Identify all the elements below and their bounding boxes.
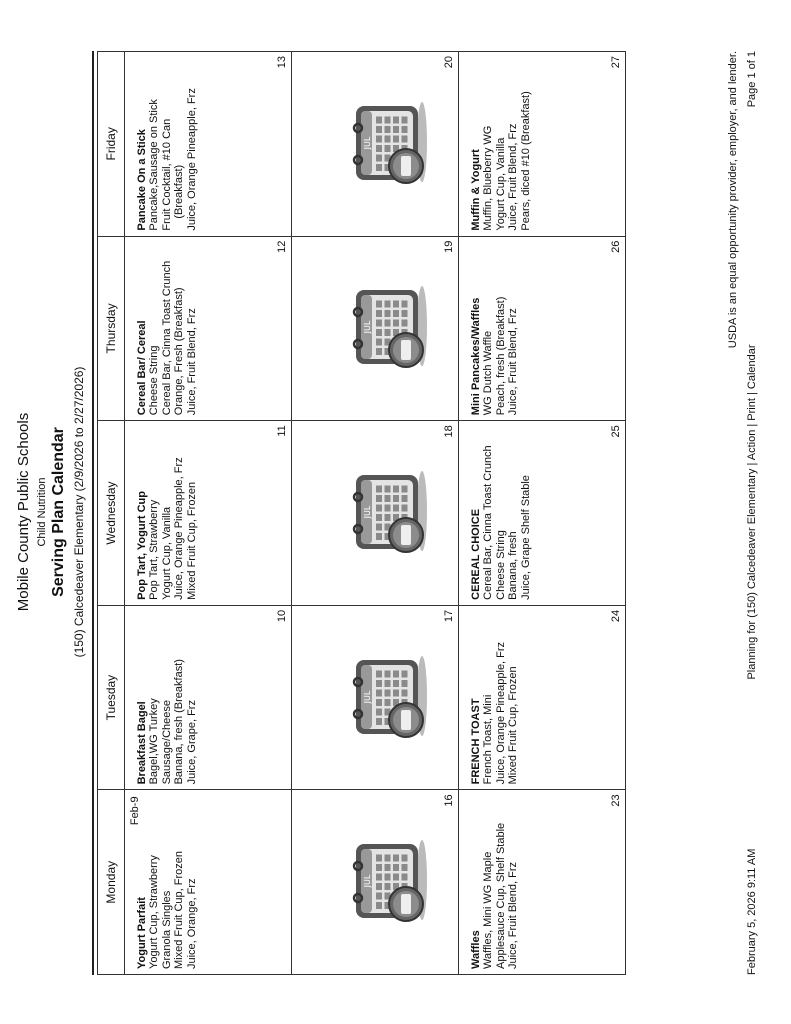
weekday-wednesday: Wednesday — [98, 421, 125, 606]
svg-text:JUL: JUL — [363, 690, 372, 703]
menu-item: Mixed Fruit Cup, Frozen — [173, 851, 186, 969]
menu-item: Banana, fresh — [507, 531, 520, 600]
svg-text:JUL: JUL — [363, 321, 372, 334]
day-cell — [292, 790, 459, 975]
menu-item: Pears, diced #10 (Breakfast) — [519, 91, 532, 231]
day-cell — [125, 790, 292, 975]
menu-item: Fruit Cocktail, #10 Can — [160, 118, 173, 231]
no-service-calendar-icon — [340, 278, 430, 378]
menu-item: Cheese String — [148, 345, 161, 416]
menu-item: Pop Tart, Strawberry — [148, 499, 161, 600]
day-number: 10 — [276, 609, 288, 623]
no-service-calendar-icon — [340, 94, 430, 194]
day-number: 20 — [443, 56, 455, 69]
menu-title: Pancake On a Stick — [136, 129, 148, 231]
menu-item: Waffles, Mini WG Maple — [482, 851, 495, 969]
day-number: 26 — [610, 240, 622, 253]
day-cell — [459, 421, 626, 606]
menu-item: Juice, Orange Pineapple, Frz — [185, 88, 198, 231]
menu-item: Juice, Fruit Blend, Frz — [185, 308, 198, 416]
menu-item: Yogurt Cup, Vanilla — [160, 506, 173, 600]
menu-block — [136, 426, 198, 600]
menu-title: Waffles — [470, 930, 482, 969]
day-cell — [292, 52, 459, 237]
no-service-calendar-icon — [340, 832, 430, 932]
menu-item: Juice, Orange, Frz — [185, 878, 198, 969]
department-name: Child Nutrition — [36, 477, 48, 547]
menu-item: Cereal Bar, Cinna Toast Crunch — [160, 260, 173, 416]
menu-item: Pancake,Sausage on Stick — [148, 99, 161, 231]
menu-item: Mixed Fruit Cup, Frozen — [185, 481, 198, 600]
day-number: 18 — [443, 425, 455, 438]
menu-title: Mini Pancakes/Waffles — [470, 297, 482, 416]
menu-item: Orange, Fresh (Breakfast) — [173, 287, 186, 416]
menu-title: CEREAL CHOICE — [470, 508, 482, 600]
no-service-calendar-icon — [340, 648, 430, 748]
day-number: 25 — [610, 425, 622, 438]
day-cell — [125, 605, 292, 790]
menu-item: Cheese String — [494, 530, 507, 600]
header-rule — [92, 51, 94, 975]
page-number: Page 1 of 1 — [746, 51, 758, 108]
planning-breadcrumb: Planning for (150) Calcedeaver Elementary | Action | Print | Calendar — [746, 344, 758, 680]
menu-block — [470, 795, 520, 969]
menu-item: Juice, Grape, Frz — [185, 700, 198, 785]
svg-text:JUL: JUL — [363, 136, 372, 150]
menu-item: Granola Singles — [160, 890, 173, 969]
menu-title: Pop Tart, Yogurt Cup — [136, 491, 148, 600]
menu-item: Juice, Fruit Blend, Frz — [507, 862, 520, 969]
menu-block — [136, 611, 198, 785]
day-number: 23 — [610, 794, 622, 807]
weekday-header-row — [98, 52, 125, 975]
menu-title: Yogurt Parfait — [136, 897, 148, 969]
day-number: 17 — [443, 609, 455, 623]
week-row — [292, 52, 459, 975]
day-cell — [292, 605, 459, 790]
serving-calendar-grid — [97, 51, 626, 975]
weekday-friday: Friday — [98, 52, 125, 237]
menu-block — [470, 426, 532, 600]
menu-block — [470, 242, 520, 416]
menu-item: Muffin, Blueberry WG — [482, 125, 495, 231]
menu-item: Applesauce Cup, Shelf Stable — [494, 822, 507, 969]
menu-title: Breakfast Bagel — [136, 701, 148, 785]
usda-statement: USDA is an equal opportunity provider, employer, and lender. — [727, 51, 739, 349]
day-cell — [125, 52, 292, 237]
day-number: 13 — [276, 56, 288, 69]
day-cell — [292, 421, 459, 606]
day-number: 12 — [276, 240, 288, 253]
menu-item: French Toast, Mini — [482, 694, 495, 785]
svg-text:JUL: JUL — [363, 874, 372, 888]
school-date-range: (150) Calcedeaver Elementary (2/9/2026 to 2/27/2026) — [72, 366, 86, 658]
menu-item: Bagel,WG Turkey — [148, 698, 161, 785]
menu-item: Juice, Grape Shelf Stable — [519, 475, 532, 600]
menu-item: Banana, fresh (Breakfast) — [173, 659, 186, 785]
menu-item: Yogurt Cup, Strawberry — [148, 855, 161, 969]
day-number: 19 — [443, 240, 455, 253]
day-cell — [125, 421, 292, 606]
menu-title: Muffin & Yogurt — [470, 149, 482, 231]
weekday-monday: Monday — [98, 790, 125, 975]
menu-item: Juice, Orange Pineapple, Frz — [494, 641, 507, 785]
week-row — [125, 52, 292, 975]
day-number: 27 — [610, 56, 622, 69]
day-cell — [292, 236, 459, 421]
menu-item: Yogurt Cup, Vanilla — [494, 137, 507, 231]
menu-item: (Breakfast) — [173, 164, 186, 219]
menu-item: Peach, fresh (Breakfast) — [494, 296, 507, 416]
menu-title: FRENCH TOAST — [470, 698, 482, 785]
menu-title: Cereal Bar/ Cereal — [136, 320, 148, 416]
menu-block — [136, 795, 198, 969]
day-cell — [459, 52, 626, 237]
menu-item: Mixed Fruit Cup, Frozen — [507, 666, 520, 785]
day-date-label: Feb-9 — [129, 796, 141, 826]
day-cell — [459, 236, 626, 421]
week-row — [459, 52, 626, 975]
day-cell — [459, 605, 626, 790]
organization-name: Mobile County Public Schools — [15, 412, 32, 612]
no-service-calendar-icon — [340, 463, 430, 563]
menu-item: Juice, Orange Pineapple, Frz — [173, 457, 186, 600]
weekday-thursday: Thursday — [98, 236, 125, 421]
page-title: Serving Plan Calendar — [50, 427, 67, 597]
menu-block — [470, 611, 520, 785]
svg-text:JUL: JUL — [363, 505, 372, 519]
day-number: 24 — [610, 609, 622, 623]
menu-block — [470, 57, 532, 231]
menu-item: Cereal Bar, Cinna Toast Crunch — [482, 445, 495, 600]
menu-block — [136, 57, 198, 231]
menu-block — [136, 242, 198, 416]
print-timestamp: February 5, 2026 9:11 AM — [746, 848, 758, 975]
day-cell — [125, 236, 292, 421]
menu-item: Sausage/Cheese — [160, 700, 173, 785]
menu-item: WG Dutch Waffle — [482, 330, 495, 416]
menu-item: Juice, Fruit Blend, Frz — [507, 308, 520, 416]
day-cell — [459, 790, 626, 975]
weekday-tuesday: Tuesday — [98, 605, 125, 790]
day-number: 16 — [443, 794, 455, 807]
menu-item: Juice, Fruit Blend, Frz — [507, 123, 520, 231]
day-number: 11 — [276, 425, 288, 437]
